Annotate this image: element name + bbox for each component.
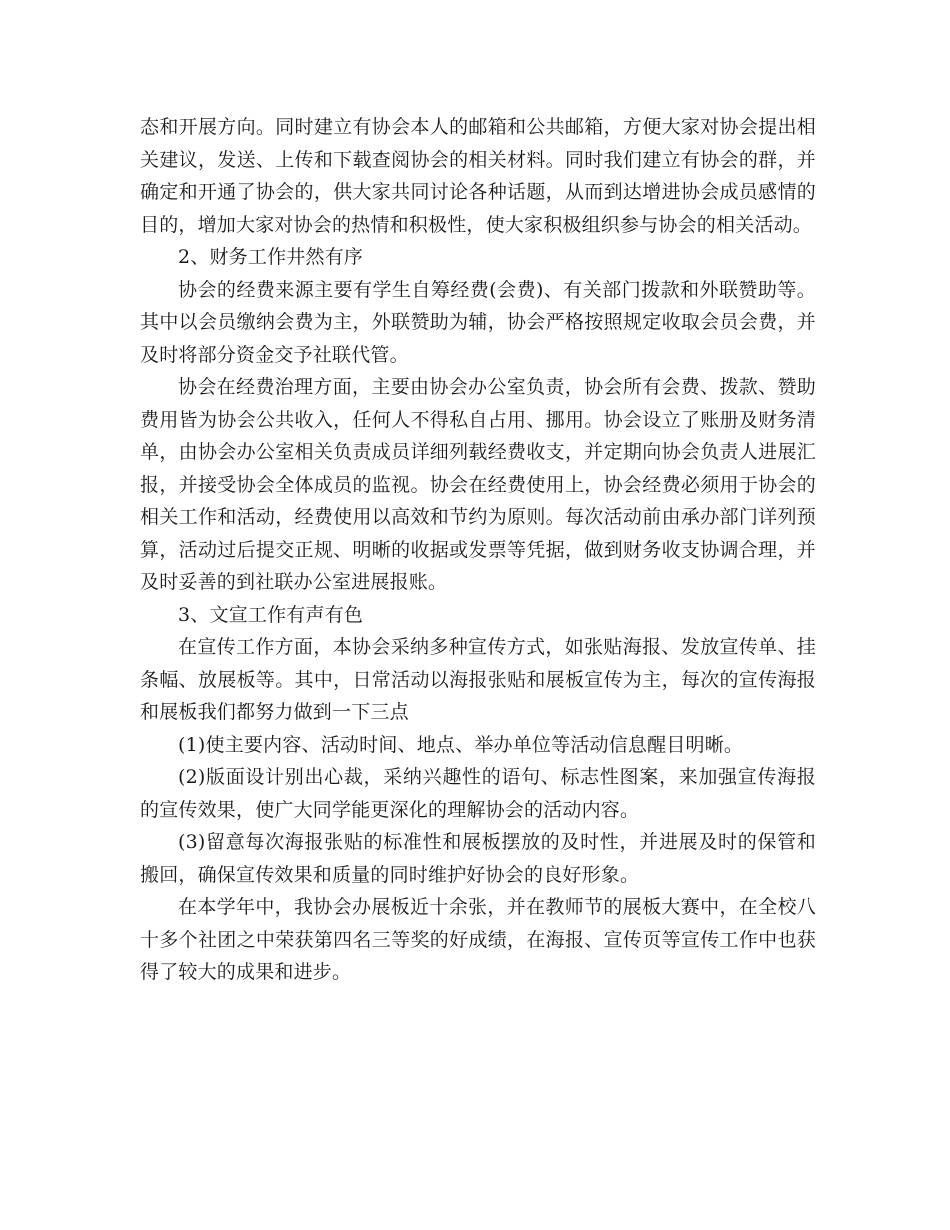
paragraph-funding-sources: 协会的经费来源主要有学生自筹经费(会费)、有关部门拨款和外联赞助等。其中以会员缴纳会费为主，外联赞助为辅，协会严格按照规定收取会员会费，并及时将部分资金交予社联代管。 bbox=[140, 278, 816, 366]
list-item-1: (1)使主要内容、活动时间、地点、举办单位等活动信息醒目明晰。 bbox=[178, 733, 744, 756]
document-body bbox=[140, 111, 816, 989]
paragraph-achievements: 在本学年中，我协会办展板近十余张，并在教师节的展板大赛中，在全校八十多个社团之中荣获第四名三等奖的好成绩，在海报、宣传页等宣传工作中也获得了较大的成果和进步。 bbox=[140, 896, 816, 983]
paragraph-publicity-methods: 在宣传工作方面，本协会采纳多种宣传方式，如张贴海报、发放宣传单、挂条幅、放展板等。其中，日常活动以海报张贴和展板宣传为主，每次的宣传海报和展板我们都努力做到一下三点 bbox=[140, 636, 816, 723]
paragraph-funding-management: 协会在经费治理方面，主要由协会办公室负责，协会所有会费、拨款、赞助费用皆为协会公共收入，任何人不得私自占用、挪用。协会设立了账册及财务清单，由协会办公室相关负责成员详细列载经费收支，并定期向协会负责人进展汇报，并接受协会全体成员的监视。协会在经费使用上，协会经费必须用于协会的相关工作和活动，经费使用以高效和节约为原则。每次活动前由承办部门详列预算，活动过后提交正规、明晰的收据或发票等凭据，做到财务收支协调合理，并及时妥善的到社联办公室进展报账。 bbox=[140, 376, 816, 593]
section-heading-publicity: 3、文宣工作有声有色 bbox=[178, 603, 364, 626]
list-item-2: (2)版面设计别出心裁，采纳兴趣性的语句、标志性图案，来加强宣传海报的宣传效果，使广大同学能更深化的理解协会的活动内容。 bbox=[140, 766, 816, 821]
list-item-3: (3)留意每次海报张贴的标准性和展板摆放的及时性，并进展及时的保管和搬回，确保宣传效果和质量的同时维护好协会的良好形象。 bbox=[140, 831, 816, 886]
paragraph-continuation: 态和开展方向。同时建立有协会本人的邮箱和公共邮箱，方便大家对协会提出相关建议，发送、上传和下载查阅协会的相关材料。同时我们建立有协会的群，并确定和开通了协会的，供大家共同讨论各种话题，从而到达增进协会成员感情的目的，增加大家对协会的热情和积极性，使大家积极组织参与协会的相关活动。 bbox=[140, 116, 816, 236]
section-heading-finance: 2、财务工作井然有序 bbox=[178, 246, 364, 268]
